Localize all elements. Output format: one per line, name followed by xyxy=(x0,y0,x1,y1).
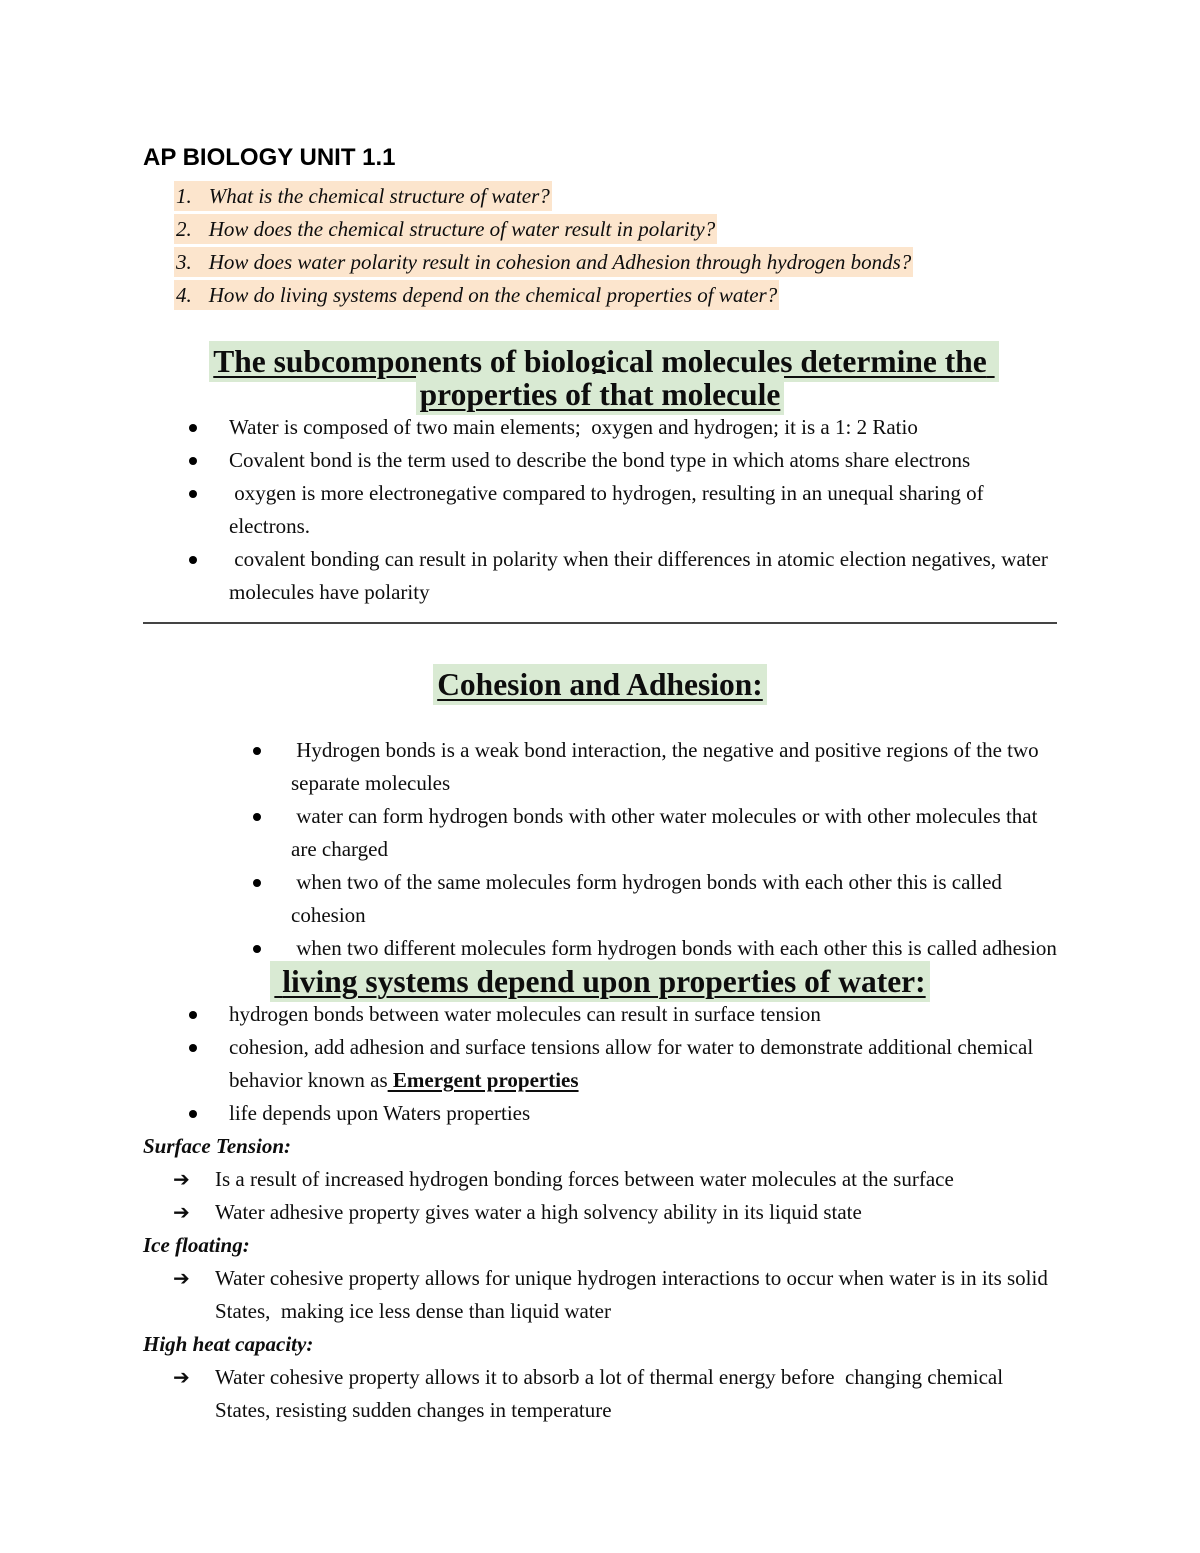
arrow-item xyxy=(143,1262,1057,1328)
bullet-dot-icon xyxy=(189,424,197,432)
question-highlight xyxy=(174,214,717,244)
arrow-bullet-icon: ➔ xyxy=(173,1167,190,1191)
bullet-item xyxy=(143,1031,1057,1097)
arrow-item-text: Water cohesive property allows for unique hydrogen interactions to occur when water is in its solid States, making ice less dense than liquid water xyxy=(215,1266,1054,1323)
question-highlight xyxy=(174,181,552,211)
bullet-text: when two different molecules form hydrogen bonds with each other this is called adhesion xyxy=(291,936,1057,960)
section-heading-cohesion: Cohesion and Adhesion: xyxy=(143,668,1057,701)
ice-floating-list xyxy=(143,1262,1057,1328)
bullet-text: cohesion, add adhesion and surface tensions allow for water to demonstrate additional chemical behavior known as xyxy=(229,1035,1039,1092)
arrow-bullet-icon: ➔ xyxy=(173,1266,190,1290)
property-label-high-heat-capacity: High heat capacity: xyxy=(143,1332,314,1356)
property-label-ice-floating: Ice floating: xyxy=(143,1233,250,1257)
question-item-2 xyxy=(143,213,1057,246)
question-text: How does water polarity result in cohesion and Adhesion through hydrogen bonds? xyxy=(208,250,912,274)
bullet-item xyxy=(143,477,1057,543)
property-label-surface-tension: Surface Tension: xyxy=(143,1134,291,1158)
question-text: What is the chemical structure of water? xyxy=(208,184,550,208)
bullet-text: Hydrogen bonds is a weak bond interaction, the negative and positive regions of the two separate molecules xyxy=(291,738,1044,795)
bullet-dot-icon xyxy=(189,490,197,498)
bullet-text: hydrogen bonds between water molecules can result in surface tension xyxy=(229,1002,821,1026)
high-heat-capacity-list xyxy=(143,1361,1057,1427)
living-systems-bullet-list xyxy=(143,998,1057,1130)
question-number: 1. xyxy=(176,184,192,208)
bullet-text: life depends upon Waters properties xyxy=(229,1101,531,1125)
bullet-item xyxy=(143,932,1057,965)
bullet-dot-icon xyxy=(253,747,261,755)
bullet-item xyxy=(143,411,1057,444)
arrow-item xyxy=(143,1361,1057,1427)
question-highlight xyxy=(174,280,779,310)
bullet-item xyxy=(143,800,1057,866)
subcomponents-bullet-list xyxy=(143,411,1057,609)
bullet-dot-icon xyxy=(253,879,261,887)
question-number: 3. xyxy=(176,250,192,274)
arrow-item xyxy=(143,1163,1057,1196)
arrow-item-text: Water cohesive property allows it to absorb a lot of thermal energy before changing chemical States, resisting sudden changes in temperature xyxy=(215,1365,1009,1422)
bullet-item xyxy=(143,1097,1057,1130)
cohesion-bullet-list xyxy=(143,734,1057,965)
section-heading-subcomponents: The subcomponents of biological molecules determine the properties of that molecule xyxy=(143,345,1057,411)
question-item-4 xyxy=(143,279,1057,312)
question-item-1 xyxy=(143,180,1057,213)
bullet-text: Water is composed of two main elements; oxygen and hydrogen; it is a 1: 2 Ratio xyxy=(229,415,918,439)
bullet-dot-icon xyxy=(189,1044,197,1052)
question-number: 2. xyxy=(176,217,192,241)
arrow-item-text: Is a result of increased hydrogen bonding forces between water molecules at the surface xyxy=(215,1167,954,1191)
question-highlight xyxy=(174,247,913,277)
bullet-dot-icon xyxy=(189,1011,197,1019)
bullet-dot-icon xyxy=(189,556,197,564)
question-number: 4. xyxy=(176,283,192,307)
bullet-text: oxygen is more electronegative compared to hydrogen, resulting in an unequal sharing of electrons. xyxy=(229,481,989,538)
bullet-item xyxy=(143,543,1057,609)
bullet-text: when two of the same molecules form hydrogen bonds with each other this is called cohesion xyxy=(291,870,1008,927)
bullet-dot-icon xyxy=(189,1110,197,1118)
bullet-item xyxy=(143,444,1057,477)
arrow-bullet-icon: ➔ xyxy=(173,1200,190,1224)
page-title: AP BIOLOGY UNIT 1.1 xyxy=(143,144,396,171)
question-list xyxy=(143,180,1057,312)
section-divider xyxy=(143,622,1057,624)
bullet-text: covalent bonding can result in polarity when their differences in atomic election negatives, water molecules have polarity xyxy=(229,547,1054,604)
arrow-item xyxy=(143,1196,1057,1229)
emergent-properties-emphasis: Emergent properties xyxy=(387,1068,579,1092)
section-heading-living-systems: living systems depend upon properties of water: xyxy=(143,965,1057,998)
arrow-bullet-icon: ➔ xyxy=(173,1365,190,1389)
question-item-3 xyxy=(143,246,1057,279)
surface-tension-list xyxy=(143,1163,1057,1229)
bullet-dot-icon xyxy=(253,813,261,821)
bullet-item xyxy=(143,866,1057,932)
bullet-text: Covalent bond is the term used to describe the bond type in which atoms share electrons xyxy=(229,448,971,472)
bullet-dot-icon xyxy=(253,945,261,953)
bullet-item xyxy=(143,734,1057,800)
question-text: How do living systems depend on the chemical properties of water? xyxy=(208,283,778,307)
arrow-item-text: Water adhesive property gives water a high solvency ability in its liquid state xyxy=(215,1200,862,1224)
question-text: How does the chemical structure of water result in polarity? xyxy=(208,217,716,241)
bullet-text: water can form hydrogen bonds with other water molecules or with other molecules that are charged xyxy=(291,804,1043,861)
bullet-item xyxy=(143,998,1057,1031)
bullet-dot-icon xyxy=(189,457,197,465)
